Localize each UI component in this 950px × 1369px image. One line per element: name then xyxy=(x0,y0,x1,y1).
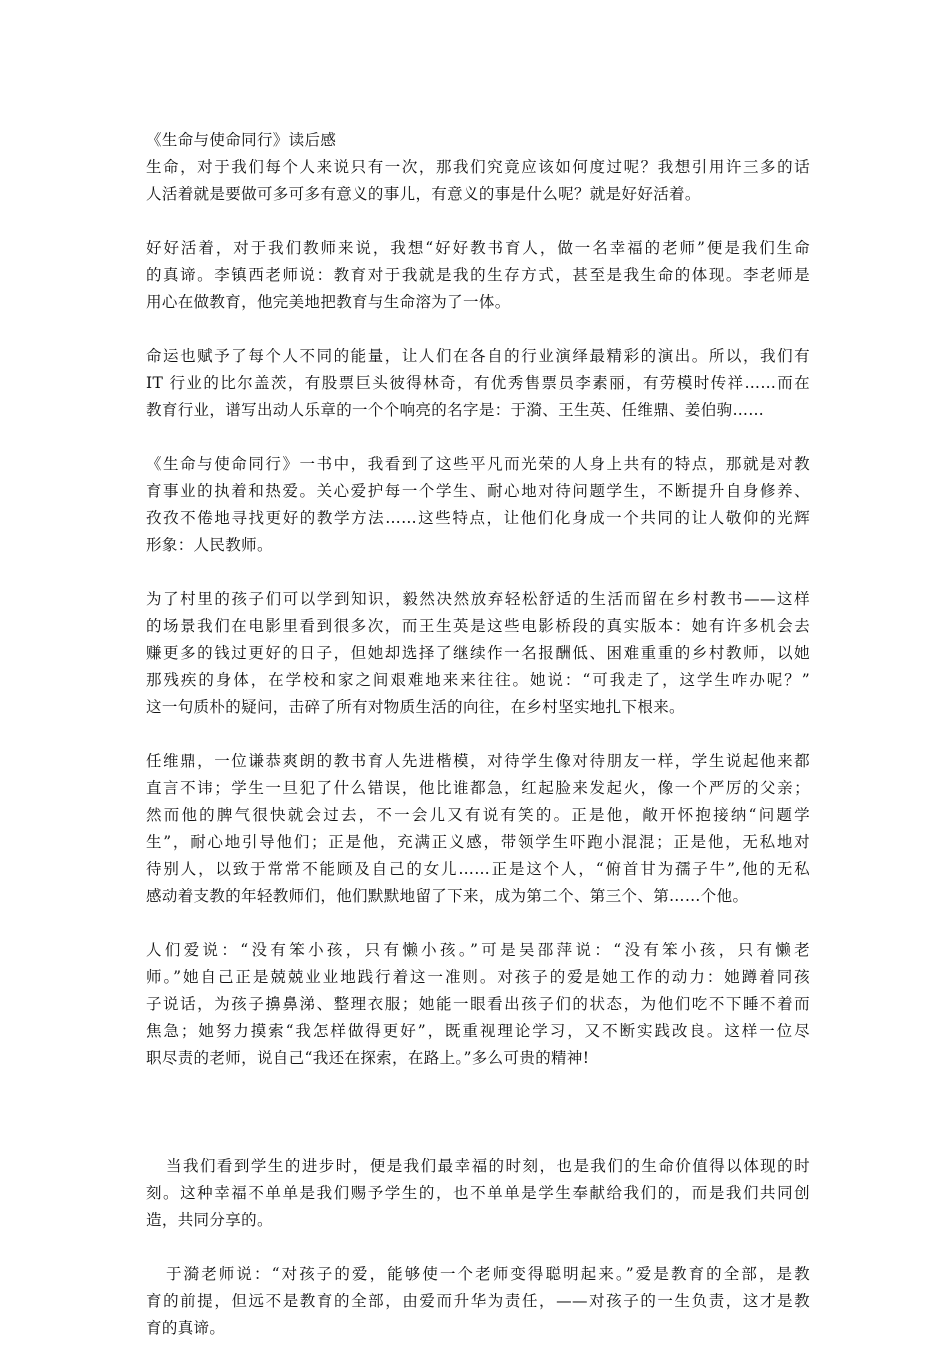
paragraph-6 xyxy=(146,748,810,910)
paragraph-line: 育的前提，但远不是教育的全部，由爱而升华为责任，——对孩子的一生负责，这才是教 xyxy=(146,1292,810,1310)
paragraph-line: 当我们看到学生的进步时，便是我们最幸福的时刻，也是我们的生命价值得以体现的时 xyxy=(166,1157,810,1175)
paragraph-line: 那残疾的身体，在学校和家之间艰难地来来往往。她说：“可我走了，这学生咋办呢？” xyxy=(146,671,810,689)
paragraph-line: 生”，耐心地引导他们；正是他，充满正义感，带领学生吓跑小混混；正是他，无私地对 xyxy=(146,833,810,851)
paragraph-2 xyxy=(146,235,810,316)
paragraph-line: 然而他的脾气很快就会过去，不一会儿又有说有笑的。正是他，敞开怀抱接纳“问题学 xyxy=(146,806,810,824)
paragraph-line: 好好活着，对于我们教师来说，我想“好好教书育人，做一名幸福的老师”便是我们生命 xyxy=(146,239,810,257)
paragraph-line: 子说话，为孩子擤鼻涕、整理衣服；她能一眼看出孩子们的状态，为他们吃不下睡不着而 xyxy=(146,995,810,1013)
paragraph-line: 赚更多的钱过更好的日子，但她却选择了继续作一名报酬低、困难重重的乡村教师，以她 xyxy=(146,644,810,662)
paragraph-line: 形象：人民教师。 xyxy=(146,536,273,554)
paragraph-9 xyxy=(146,1261,810,1342)
paragraph-line: 人们爱说：“没有笨小孩，只有懒小孩。”可是吴邵萍说：“没有笨小孩，只有懒老 xyxy=(146,941,810,959)
paragraph-line: 生命，对于我们每个人来说只有一次，那我们究竟应该如何度过呢？我想引用许三多的话 xyxy=(146,158,810,176)
paragraph-line: 的场景我们在电影里看到很多次，而王生英是这些电影桥段的真实版本：她有许多机会去 xyxy=(146,617,810,635)
paragraph-line: 为了村里的孩子们可以学到知识，毅然决然放弃轻松舒适的生活而留在乡村教书——这样 xyxy=(146,590,810,608)
paragraph-line: 直言不讳；学生一旦犯了什么错误，他比谁都急，红起脸来发起火，像一个严厉的父亲； xyxy=(146,779,810,797)
paragraph-7 xyxy=(146,937,810,1072)
paragraph-1 xyxy=(146,154,810,208)
paragraph-line: 命运也赋予了每个人不同的能量，让人们在各自的行业演绎最精彩的演出。所以，我们有 xyxy=(146,347,810,365)
paragraph-line: 孜孜不倦地寻找更好的教学方法……这些特点，让他们化身成一个共同的让人敬仰的光辉 xyxy=(146,509,810,527)
paragraph-4 xyxy=(146,451,810,559)
paragraph-line: IT 行业的比尔盖茨，有股票巨头彼得林奇，有优秀售票员李素丽，有劳模时传祥……而在 xyxy=(146,374,810,392)
paragraph-line: 任维鼎，一位谦恭爽朗的教书育人先进楷模，对待学生像对待朋友一样，学生说起他来都 xyxy=(146,752,810,770)
document-body xyxy=(146,127,810,1369)
blank-space xyxy=(146,1099,810,1153)
paragraph-line: 职尽责的老师，说自己“我还在探索，在路上。”多么可贵的精神! xyxy=(146,1049,590,1067)
paragraph-3 xyxy=(146,343,810,424)
paragraph-line: 人活着就是要做可多可多有意义的事儿，有意义的事是什么呢？就是好好活着。 xyxy=(146,185,701,203)
paragraph-line: 感动着支教的年轻教师们，他们默默地留了下来，成为第二个、第三个、第……个他。 xyxy=(146,887,749,905)
paragraph-line: 《生命与使命同行》一书中，我看到了这些平凡而光荣的人身上共有的特点，那就是对教 xyxy=(146,455,810,473)
paragraph-line: 造，共同分享的。 xyxy=(146,1211,273,1229)
paragraph-line: 育事业的执着和热爱。关心爱护每一个学生、耐心地对待问题学生，不断提升自身修养、 xyxy=(146,482,810,500)
paragraph-line: 师。”她自己正是兢兢业业地践行着这一准则。对孩子的爱是她工作的动力：她蹲着同孩 xyxy=(146,968,810,986)
paragraph-line: 育的真谛。 xyxy=(146,1319,226,1337)
document-title: 《生命与使命同行》读后感 xyxy=(146,131,337,149)
paragraph-line: 刻。这种幸福不单单是我们赐予学生的，也不单单是学生奉献给我们的，而是我们共同创 xyxy=(146,1184,810,1202)
paragraph-8 xyxy=(146,1153,810,1234)
paragraph-line: 焦急；她努力摸索“我怎样做得更好”，既重视理论学习，又不断实践改良。这样一位尽 xyxy=(146,1022,810,1040)
paragraph-line: 教育行业，谱写出动人乐章的一个个响亮的名字是：于漪、王生英、任维鼎、姜伯驹…… xyxy=(146,401,765,419)
paragraph-5 xyxy=(146,586,810,721)
paragraph-line: 待别人，以致于常常不能顾及自己的女儿……正是这个人，“俯首甘为孺子牛”,他的无私 xyxy=(146,860,810,878)
paragraph-line: 于漪老师说：“对孩子的爱，能够使一个老师变得聪明起来。”爱是教育的全部，是教 xyxy=(166,1265,810,1283)
paragraph-line: 的真谛。李镇西老师说：教育对于我就是我的生存方式，甚至是我生命的体现。李老师是 xyxy=(146,266,810,284)
paragraph-line: 这一句质朴的疑问，击碎了所有对物质生活的向往，在乡村坚实地扎下根来。 xyxy=(146,698,685,716)
paragraph-line: 用心在做教育，他完美地把教育与生命溶为了一体。 xyxy=(146,293,511,311)
